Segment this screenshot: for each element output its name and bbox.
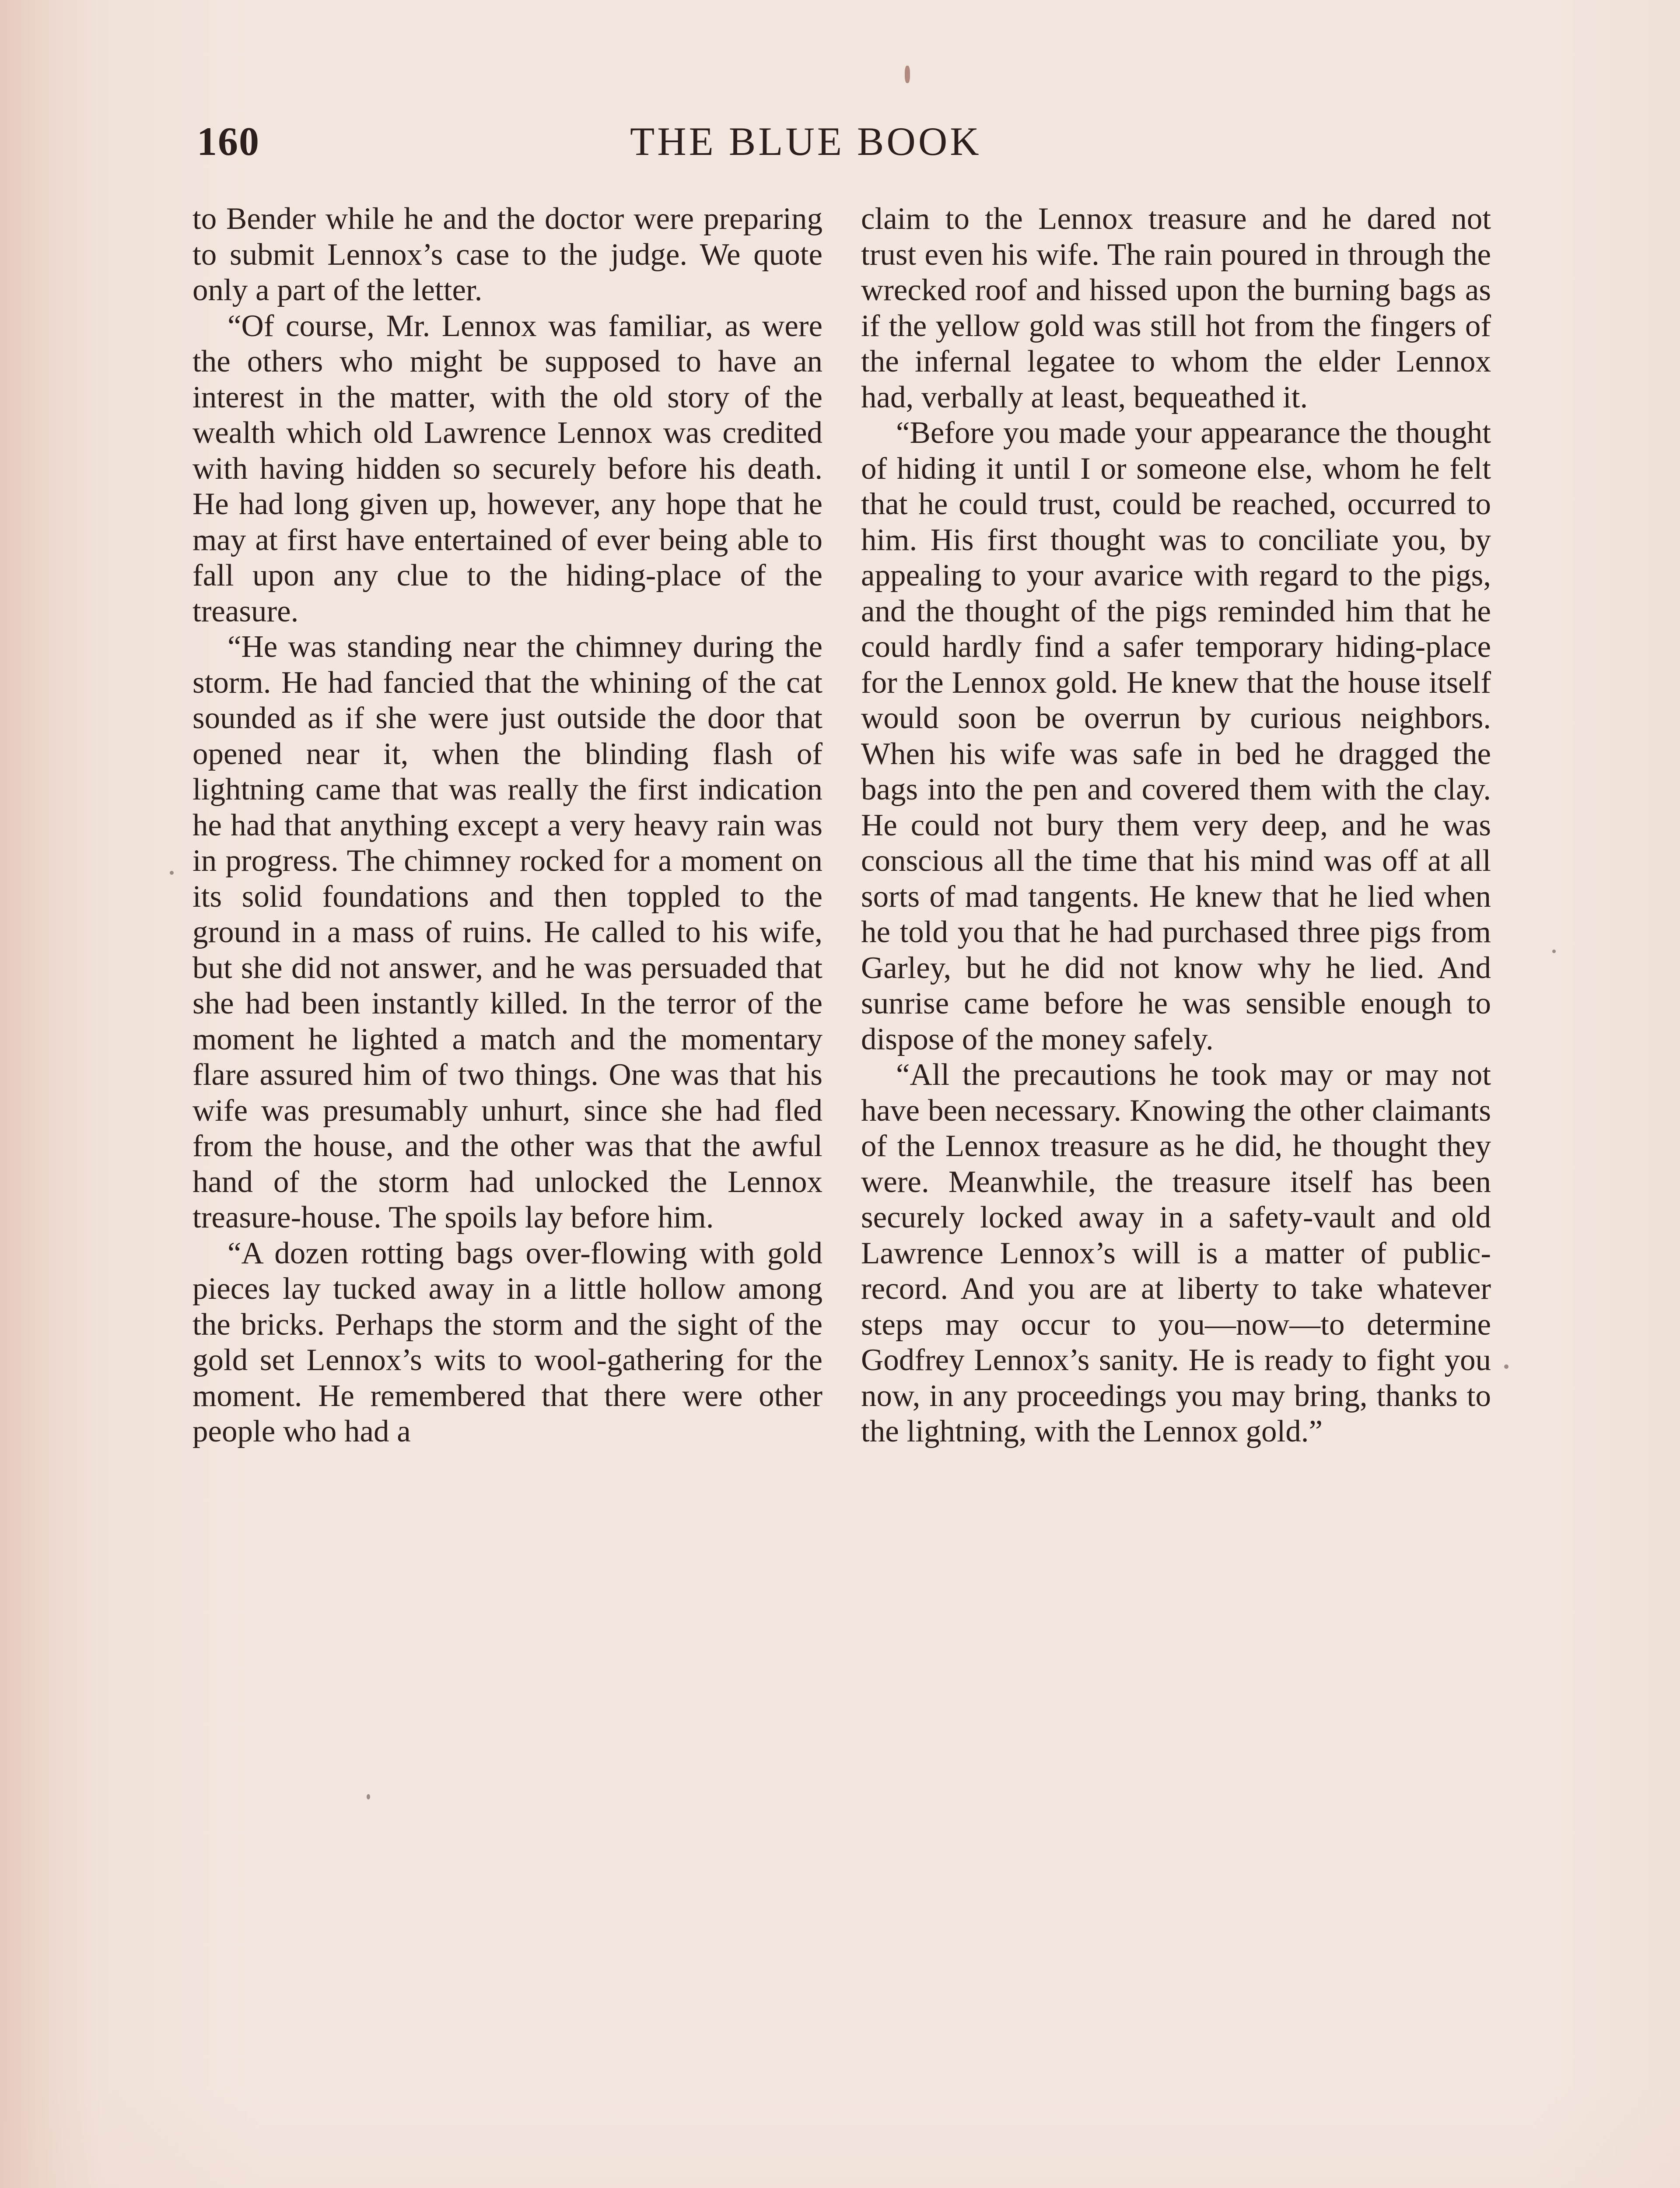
- paragraph: “A dozen rotting bags over-flowing with gold pieces lay tucked away in a little hollow among the bricks. Perhaps the storm and the sight of the gold set Lennox’s wits to wool-gathering for the moment. He remembered that there were other people who had a: [192, 1236, 822, 1448]
- paragraph: “He was standing near the chimney during the storm. He had fancied that the whining of the cat sounded as if she were just outside the door that opened near it, when the blinding flash of lightning came that was really the first indication he had that anything except a very heavy rain was in progress. The chimney rocked for a moment on its solid foundations and then toppled to the ground in a mass of ruins. He called to his wife, but she did not answer, and he was persuaded that she had been instantly killed. In the terror of the moment he lighted a match and the momentary flare assured him of two things. One was that his wife was presumably unhurt, since she had fled from the house, and the other was that the awful hand of the storm had unlocked the Lennox treasure-house. The spoils lay before him.: [192, 630, 822, 1234]
- paper-speck: [1552, 950, 1556, 953]
- running-title: THE BLUE BOOK: [630, 119, 982, 164]
- paragraph: claim to the Lennox treasure and he dared not trust even his wife. The rain poured in through the wrecked roof and hissed upon the burning bags as if the yellow gold was still hot from the fingers of the infernal legatee to whom the elder Lennox had, verbally at least, bequeathed it.: [861, 202, 1491, 414]
- text-column-left: [192, 201, 822, 1450]
- paragraph: to Bender while he and the doctor were preparing to submit Lennox’s case to the judge. We quote only a part of the letter.: [192, 202, 822, 307]
- paragraph: “Of course, Mr. Lennox was familiar, as were the others who might be supposed to have an interest in the matter, with the old story of the wealth which old Lawrence Lennox was credited with having hidden so securely before his death. He had long given up, however, any hope that he may at first have entertained of ever being able to fall upon any clue to the hiding-place of the treasure.: [192, 309, 822, 628]
- paper-speck: [170, 871, 174, 875]
- page-number: 160: [197, 119, 260, 164]
- paper-speck: [905, 66, 910, 83]
- paragraph: “Before you made your appearance the thought of hiding it until I or someone else, whom he felt that he could trust, could be reached, occurred to him. His first thought was to conciliate you, by appealing to your avarice with regard to the pigs, and the thought of the pigs reminded him that he could hardly find a safer temporary hiding-place for the Lennox gold. He knew that the house itself would soon be overrun by curious neighbors. When his wife was safe in bed he dragged the bags into the pen and covered them with the clay. He could not bury them very deep, and he was conscious all the time that his mind was off at all sorts of mad tangents. He knew that he lied when he told you that he had purchased three pigs from Garley, but he did not know why he lied. And sunrise came before he was sensible enough to dispose of the money safely.: [861, 416, 1491, 1056]
- paragraph: “All the precautions he took may or may not have been necessary. Knowing the other claimants of the Lennox treasure as he did, he thought they were. Meanwhile, the treasure itself has been securely locked away in a safety-vault and old Lawrence Lennox’s will is a matter of public-record. And you are at liberty to take whatever steps may occur to you—now—to determine Godfrey Lennox’s sanity. He is ready to fight you now, in any proceedings you may bring, thanks to the lightning, with the Lennox gold.”: [861, 1058, 1491, 1448]
- text-column-right: [861, 201, 1491, 1450]
- paper-stain: [0, 2086, 1680, 2188]
- paper-speck: [1504, 1364, 1508, 1369]
- page-header: [197, 118, 1509, 175]
- paper-speck: [367, 1794, 370, 1799]
